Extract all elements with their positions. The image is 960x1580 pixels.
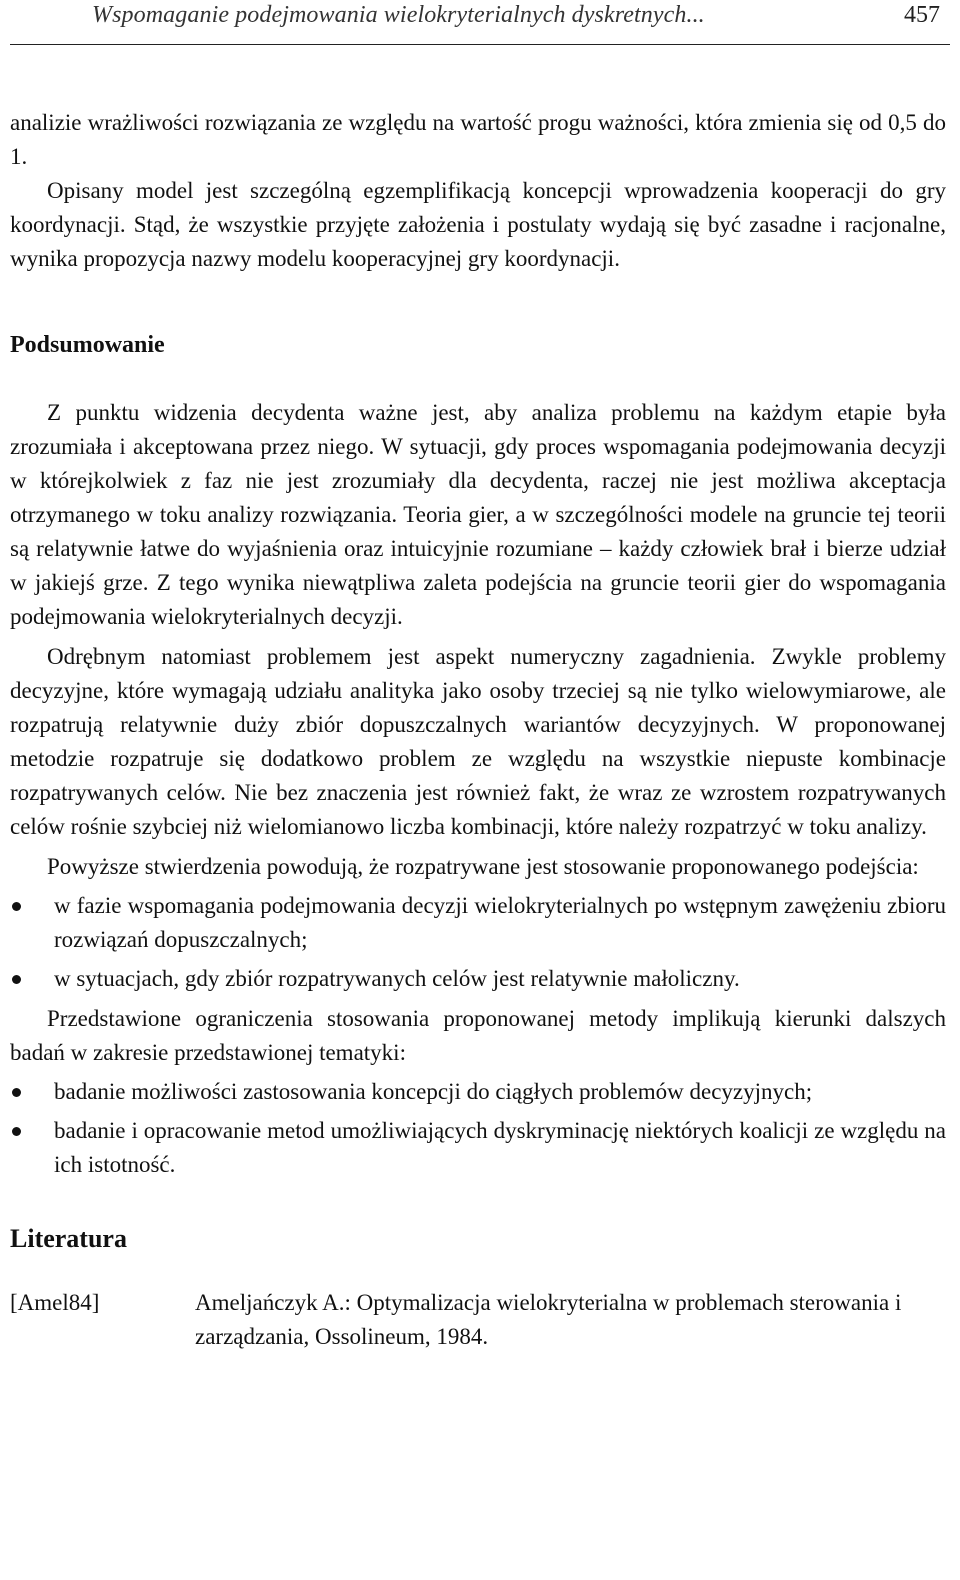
reference-text: Ameljańczyk A.: Optymalizacja wielokryterialna w problemach sterowania i zarządzania, Ossolineum, 1984. — [195, 1290, 902, 1349]
page-number: 457 — [904, 2, 940, 28]
running-header — [10, 0, 950, 45]
page-body — [10, 106, 946, 1354]
bullet-list-1 — [10, 889, 946, 996]
running-title: Wspomaganie podejmowania wielokryterialnych dyskretnych... — [92, 2, 705, 28]
intro-paragraph-2: Opisany model jest szczególną egzemplifikacją koncepcji wprowadzenia kooperacji do gry koordynacji. Stąd, że wszystkie przyjęte założenia i postulaty wydają się być zasadne i racjonalne, wynika propozycja nazwy modelu kooperacyjnej gry koordynacji. — [10, 178, 946, 271]
reference-entry — [10, 1286, 946, 1354]
list-item-text: badanie i opracowanie metod umożliwiających dyskryminację niektórych koalicji ze względu na ich istotność. — [54, 1118, 946, 1177]
list-item — [10, 1114, 946, 1182]
list-item-text: w fazie wspomagania podejmowania decyzji wielokryterialnych po wstępnym zawężeniu zbioru rozwiązań dopuszczalnych; — [54, 893, 946, 952]
section-heading-summary: Podsumowanie — [10, 332, 165, 358]
bullet-icon — [12, 975, 21, 984]
bullet-icon — [12, 1088, 21, 1097]
list-item-text: w sytuacjach, gdy zbiór rozpatrywanych celów jest relatywnie małoliczny. — [54, 966, 740, 991]
intro-paragraph-1: analizie wrażliwości rozwiązania ze względu na wartość progu ważności, która zmienia się od 0,5 do 1. — [10, 110, 946, 169]
bullet-icon — [12, 902, 21, 911]
reference-key: [Amel84] — [10, 1290, 100, 1315]
list-item-text: badanie możliwości zastosowania koncepcji do ciągłych problemów decyzyjnych; — [54, 1079, 813, 1104]
summary-paragraph-3: Powyższe stwierdzenia powodują, że rozpatrywane jest stosowanie proponowanego podejścia: — [47, 854, 919, 879]
list-item — [10, 889, 946, 957]
section-heading-literature: Literatura — [10, 1224, 127, 1253]
list-item — [10, 962, 946, 996]
bullet-list-2 — [10, 1075, 946, 1182]
bullet-icon — [12, 1127, 21, 1136]
list-item — [10, 1075, 946, 1109]
summary-paragraph-1: Z punktu widzenia decydenta ważne jest, aby analiza problemu na każdym etapie była zrozumiała i akceptowana przez niego. W sytuacji, gdy proces wspomagania podejmowania decyzji w którejkolwiek z faz nie jest zrozumiały dla decydenta, raczej nie jest możliwa akceptacja otrzymanego w toku analizy rozwiązania. Teoria gier, a w szczególności modele na gruncie tej teorii są relatywnie łatwe do wyjaśnienia oraz intuicyjnie rozumiane – każdy człowiek brał i bierze udział w jakiejś grze. Z tego wynika niewątpliwa zaleta podejścia na gruncie teorii gier do wspomagania podejmowania wielokryterialnych decyzji. — [10, 400, 946, 629]
summary-paragraph-4: Przedstawione ograniczenia stosowania proponowanej metody implikują kierunki dalszych badań w zakresie przedstawionej tematyki: — [10, 1006, 946, 1065]
summary-paragraph-2: Odrębnym natomiast problemem jest aspekt numeryczny zagadnienia. Zwykle problemy decyzyjne, które wymagają udziału analityka jako osoby trzeciej są nie tylko wielowymiarowe, ale rozpatrują relatywnie duży zbiór dopuszczalnych wariantów decyzyjnych. W proponowanej metodzie rozpatruje się dodatkowo problem ze względu na wszystkie niepuste kombinacje rozpatrywanych celów. Nie bez znaczenia jest również fakt, że wraz ze wzrostem rozpatrywanych celów rośnie szybciej niż wielomianowo liczba kombinacji, które należy rozpatrzyć w toku analizy. — [10, 644, 946, 839]
